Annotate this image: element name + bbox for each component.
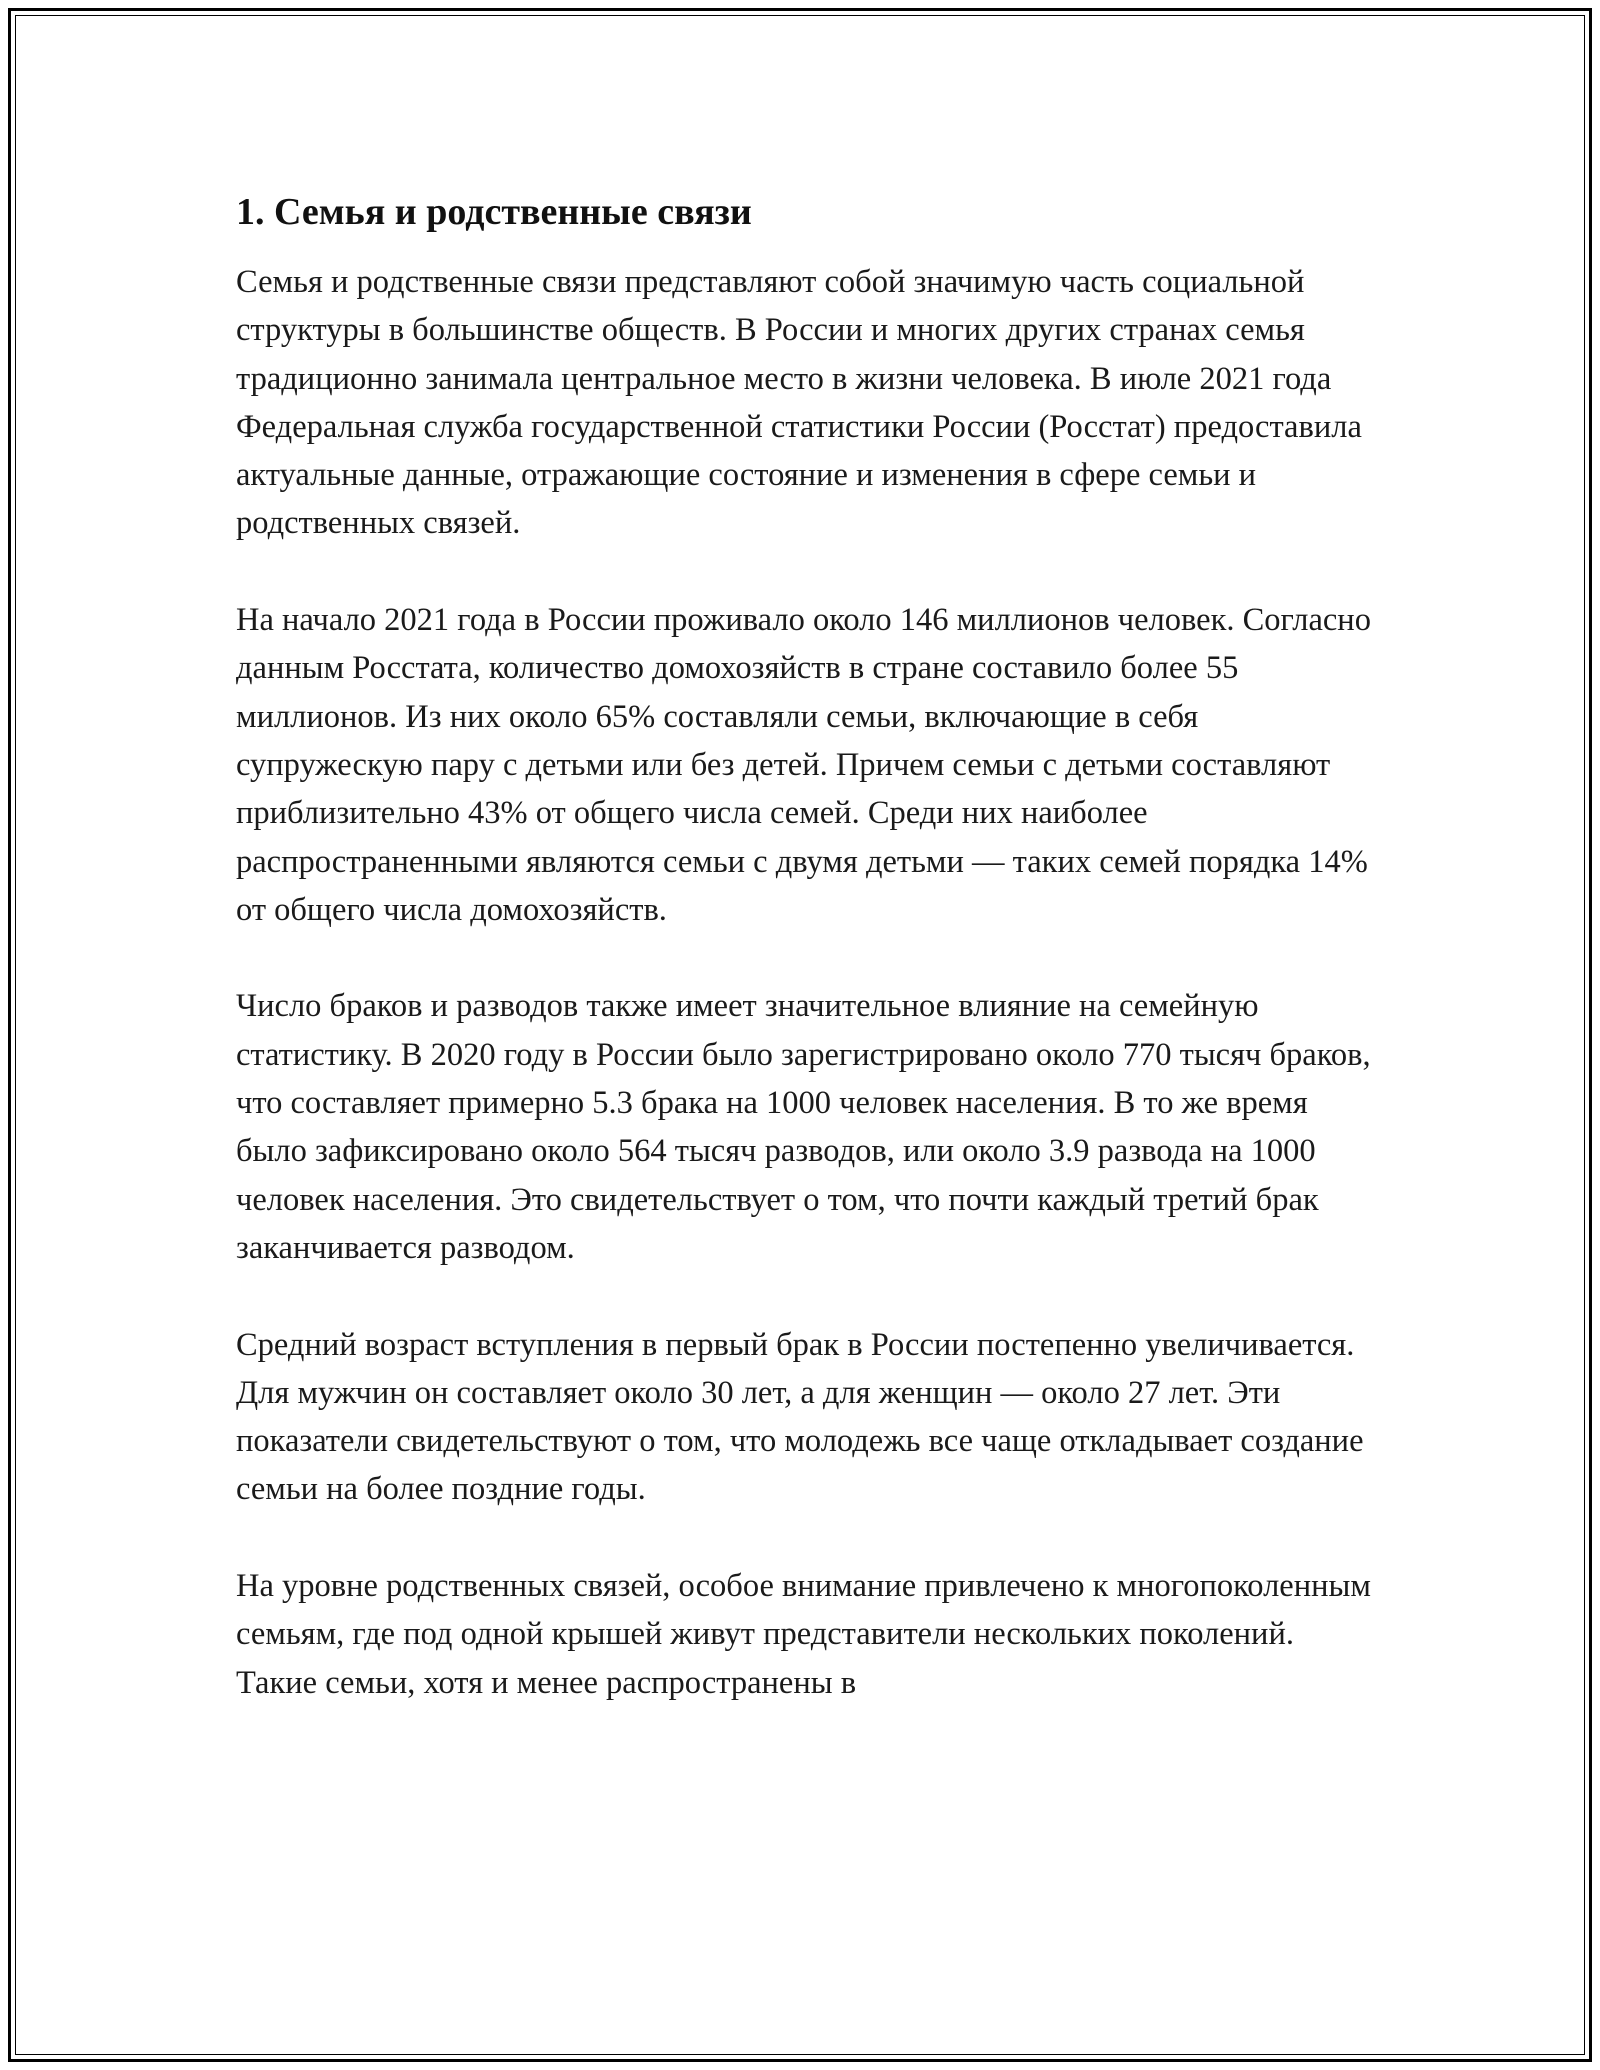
paragraph-marriages-divorces: Число браков и разводов также имеет значительное влияние на семейную статистику. В 2020 году в России было зарегистрировано около 770 тысяч браков, что составляет примерно 5.3 брака на 1000 человек населения. В то же время было зафиксировано около 564 тысяч разводов, или около 3.9 развода на 1000 человек населения. Это свидетельствует о том, что почти каждый третий брак заканчивается разводом. — [236, 988, 1371, 1266]
paragraph-marriage-age: Средний возраст вступления в первый брак в России постепенно увеличивается. Для мужчин он составляет около 30 лет, а для женщин — около 27 лет. Эти показатели свидетельствуют о том, что молодежь все чаще откладывает создание семьи на более поздние годы. — [236, 1326, 1364, 1508]
paragraph-multigenerational: На уровне родственных связей, особое внимание привлечено к многопоколенным семьям, где под одной крышей живут представители нескольких поколений. Такие семьи, хотя и менее распространены в — [236, 1568, 1371, 1701]
section-heading: 1. Семья и родственные связи — [236, 191, 752, 233]
paragraph-households: На начало 2021 года в России проживало около 146 миллионов человек. Согласно данным Росстата, количество домохозяйств в стране составило более 55 миллионов. Из них около 65% составляли семьи, включающие в себя супружескую пару с детьми или без детей. Причем семьи с детьми составляют приблизительно 43% от общего числа семей. Среди них наиболее распространенными являются семьи с двумя детьми — таких семей порядка 14% от общего числа домохозяйств. — [236, 602, 1371, 928]
paragraph-intro: Семья и родственные связи представляют собой значимую часть социальной структуры в большинстве обществ. В России и многих других странах семья традиционно занимала центральное место в жизни человека. В июле 2021 года Федеральная служба государственной статистики России (Росстат) предоставила актуальные данные, отражающие состояние и изменения в сфере семьи и родственных связей. — [236, 264, 1362, 542]
document-body — [236, 186, 1376, 1755]
